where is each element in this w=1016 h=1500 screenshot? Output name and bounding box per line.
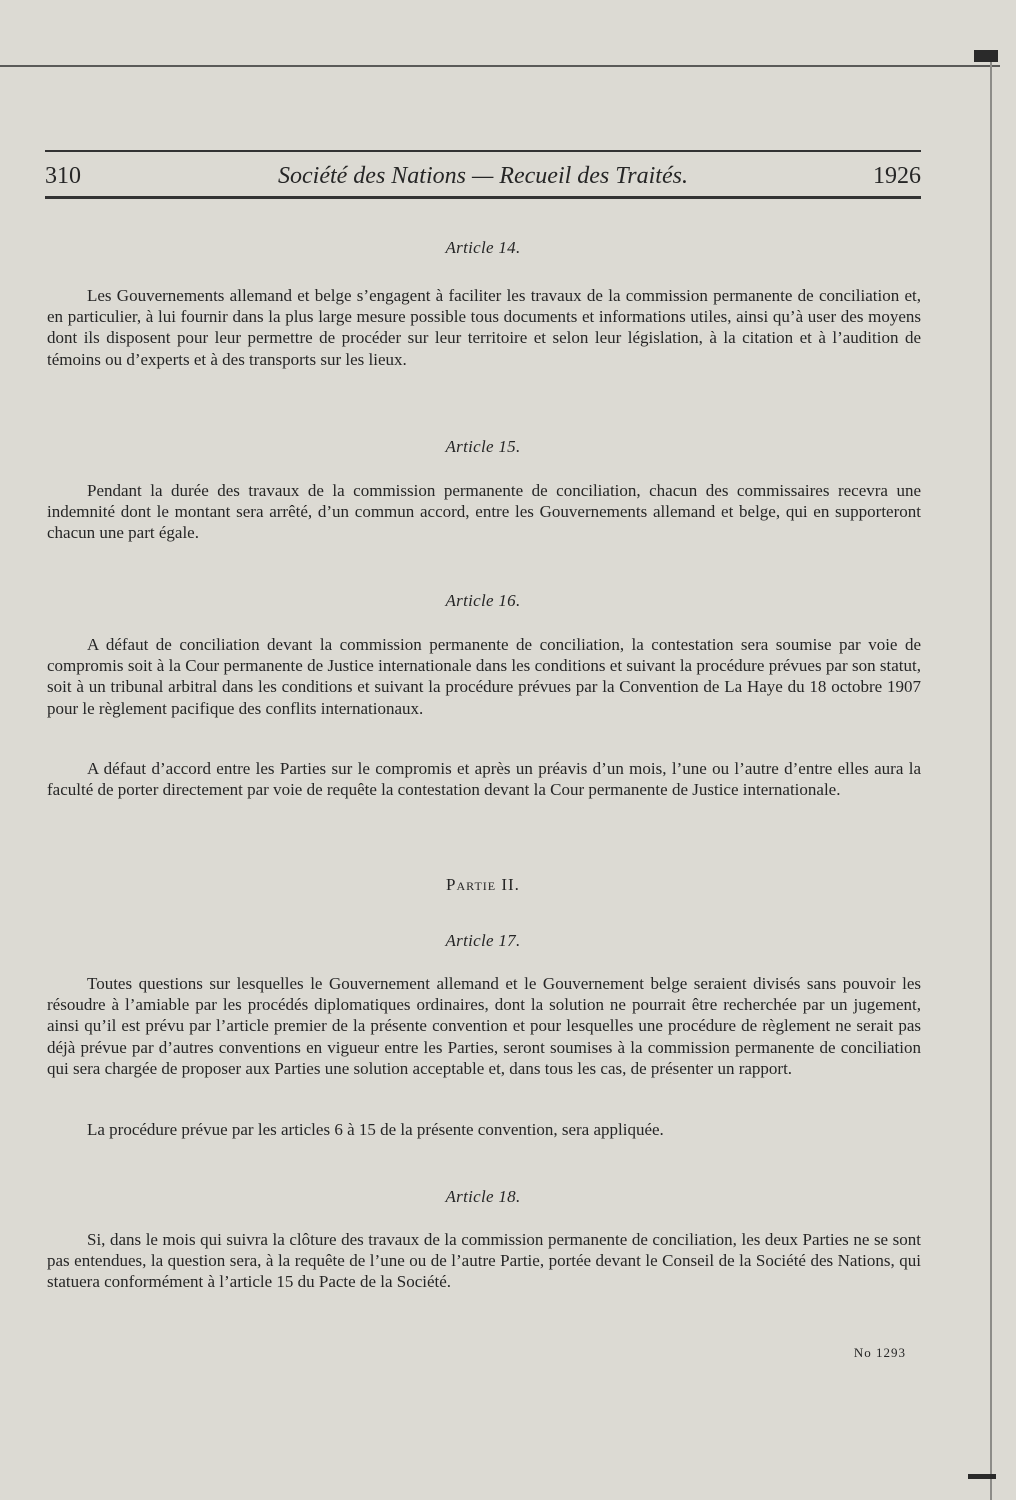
scan-edge-right (990, 60, 992, 1500)
header-rule-bottom (45, 196, 921, 199)
treaty-number: No 1293 (853, 1345, 906, 1360)
article-16-paragraph-2: A défaut d’accord entre les Parties sur le compromis et après un préavis d’un mois, l’une ou l’autre d’entre elles aura la faculté de porter directement par voie de requête la contestation devant la Cour permanente de Justice internationale. (47, 759, 921, 800)
article-16-paragraph-1: A défaut de conciliation devant la commission permanente de conciliation, la contestation sera soumise par voie de compromis soit à la Cour permanente de Justice internationale dans les conditions et suivant la procédure prévues par son statut, soit à un tribunal arbitral dans les conditions et suivant la procédure prévues par la Convention de La Haye du 18 octobre 1907 pour le règlement pacifique des conflits internationaux. (47, 635, 921, 718)
article-15-heading: Article 15. (445, 437, 521, 456)
article-16-heading: Article 16. (445, 591, 521, 610)
publication-year: 1926 (873, 163, 921, 189)
article-15-paragraph: Pendant la durée des travaux de la commission permanente de conciliation, chacun des commissaires recevra une indemnité dont le montant sera arrêté, d’un commun accord, entre les Gouvernements allemand et belge, qui en supporteront chacun une part égale. (47, 481, 921, 543)
page-number: 310 (45, 163, 81, 189)
article-14-paragraph: Les Gouvernements allemand et belge s’engagent à faciliter les travaux de la commission permanente de conciliation et, en particulier, à lui fournir dans la plus large mesure possible tous documents et informations utiles, ainsi qu’à user des moyens dont ils disposent pour leur permettre de procéder sur leur territoire et selon leur législation, à la citation et à l’audition de témoins ou d’experts et à des transports sur les lieux. (47, 286, 921, 369)
article-17-paragraph-2: La procédure prévue par les articles 6 à 15 de la présente convention, sera appliquée. (87, 1120, 664, 1139)
scan-edge-top (0, 65, 1000, 67)
scan-mark-top-right (974, 50, 998, 62)
scan-mark-bottom-right (968, 1474, 996, 1479)
part-ii-heading: Partie II. (446, 875, 520, 894)
running-head (45, 160, 921, 192)
article-18-paragraph: Si, dans le mois qui suivra la clôture des travaux de la commission permanente de conciliation, les deux Parties ne se sont pas entendues, la question sera, à la requête de l’une ou de l’autre Partie, portée devant le Conseil de la Société des Nations, qui statuera conformément à l’article 15 du Pacte de la Société. (47, 1230, 921, 1292)
journal-title: Société des Nations — Recueil des Traités. (278, 163, 688, 189)
article-17-heading: Article 17. (445, 931, 521, 950)
article-17-paragraph-1: Toutes questions sur lesquelles le Gouvernement allemand et le Gouvernement belge seraient divisés sans pouvoir les résoudre à l’amiable par les procédés diplomatiques ordinaires, dont la solution ne pourrait être recherchée par un jugement, ainsi qu’il est prévu par l’article premier de la présente convention et pour lesquelles une procédure de règlement ne serait pas déjà prévue par d’autres conventions en vigueur entre les Parties, seront soumises à la commission permanente de conciliation qui sera chargée de proposer aux Parties une solution acceptable et, dans tous les cas, de présenter un rapport. (47, 974, 921, 1078)
article-18-heading: Article 18. (445, 1187, 521, 1206)
article-14-heading: Article 14. (445, 238, 521, 257)
header-rule-top (45, 150, 921, 152)
